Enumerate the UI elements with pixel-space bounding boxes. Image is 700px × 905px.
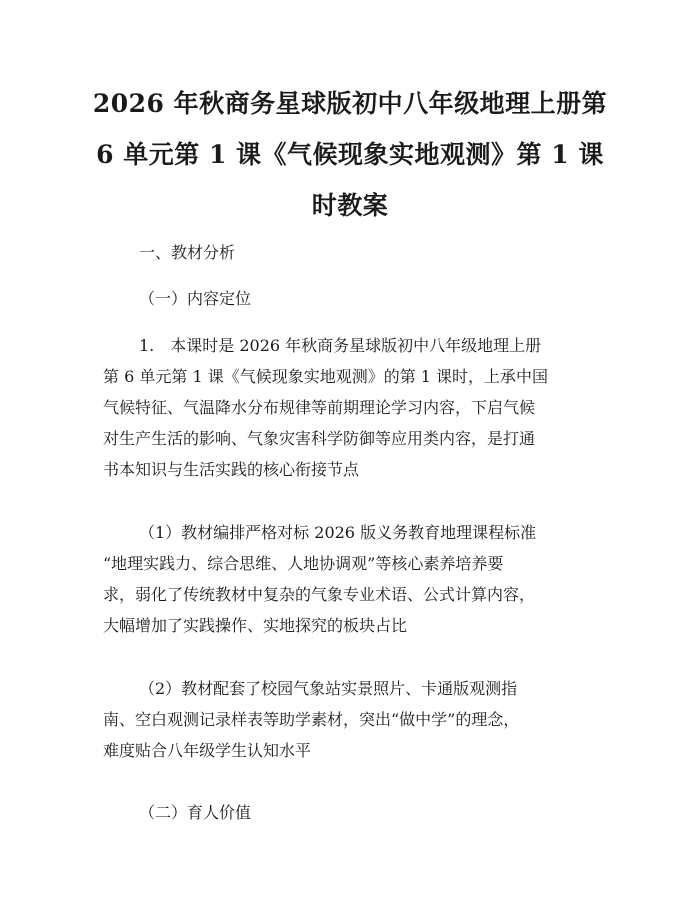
paragraph-lesson-position [103, 330, 603, 485]
paragraph-line: “地理实践力、综合思维、人地协调观”等核心素养培养要 [103, 554, 504, 573]
title-line: 2026 年秋商务星球版初中八年级地理上册第 [92, 89, 608, 118]
paragraph-line: 难度贴合八年级学生认知水平 [103, 741, 312, 760]
paragraph-line: 1. 本课时是 2026 年秋商务星球版初中八年级地理上册 [139, 336, 542, 355]
paragraph-line: 大幅增加了实践操作、实地探究的板块占比 [103, 616, 408, 635]
document-title [60, 78, 640, 231]
paragraph-line: 第 6 单元第 1 课《气候现象实地观测》的第 1 课时，上承中国 [103, 367, 549, 386]
title-line: 时教案 [311, 191, 389, 220]
paragraph-line: （1）教材编排严格对标 2026 版义务教育地理课程标准 [139, 523, 537, 542]
paragraph-line: 气候特征、气温降水分布规律等前期理论学习内容，下启气候 [103, 398, 536, 417]
subsection-heading-educational-value: （二）育人价值 [139, 803, 252, 822]
title-line: 6 单元第 1 课《气候现象实地观测》第 1 课 [96, 140, 604, 169]
section-heading-teaching-material-analysis: 一、教材分析 [139, 243, 236, 262]
paragraph-line: 对生产生活的影响、气象灾害科学防御等应用类内容，是打通 [103, 429, 536, 448]
paragraph-line: 南、空白观测记录样表等助学素材，突出“做中学”的理念， [103, 710, 520, 729]
paragraph-supporting-materials [103, 673, 603, 766]
subsection-heading-content-positioning: （一）内容定位 [139, 289, 252, 308]
paragraph-line: （2）教材配套了校园气象站实景照片、卡通版观测指 [139, 679, 518, 698]
paragraph-line: 求，弱化了传统教材中复杂的气象专业术语、公式计算内容， [103, 585, 536, 604]
paragraph-line: 书本知识与生活实践的核心衔接节点 [103, 460, 360, 479]
paragraph-curriculum-alignment [103, 517, 603, 641]
